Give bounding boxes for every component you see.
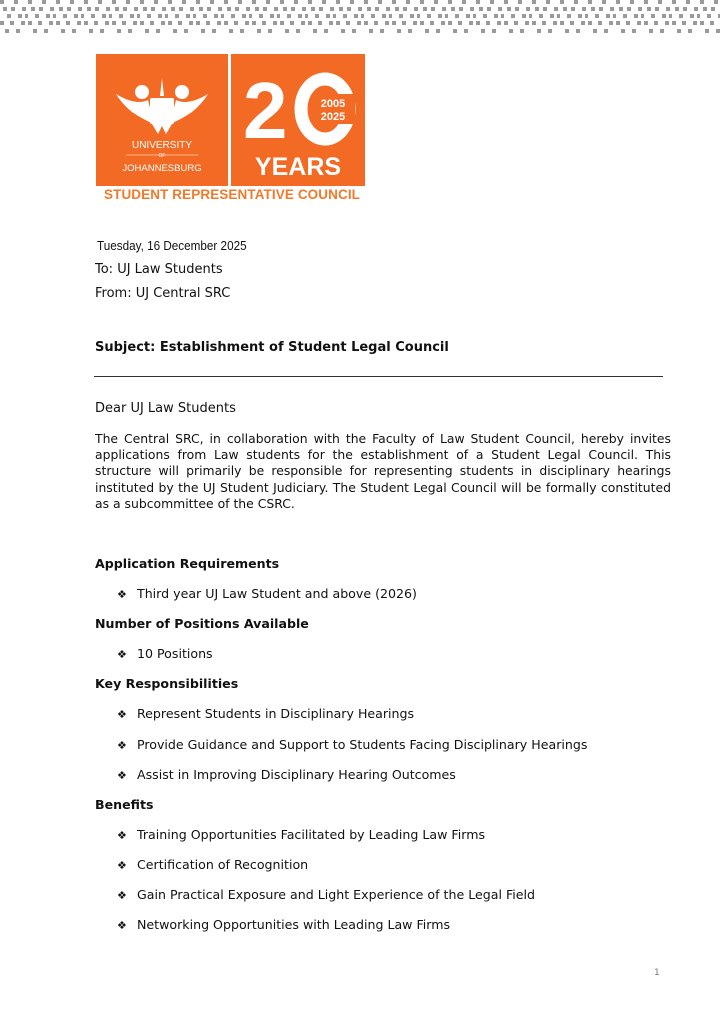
logo-university-text: UNIVERSITY (131, 140, 193, 151)
bullet-icon: ❖ (117, 858, 127, 872)
svg-text:JOHANNESBURG: JOHANNESBURG (122, 163, 202, 174)
list-item: ❖ Provide Guidance and Support to Students Facing Disciplinary Hearings (95, 730, 671, 760)
20-years-emblem (231, 54, 365, 186)
bullet-icon: ❖ (117, 648, 127, 662)
letter-recipient: To: UJ Law Students (95, 262, 223, 277)
list-item: ❖ Networking Opportunities with Leading Law Firms (95, 910, 671, 940)
bullet-icon: ❖ (117, 919, 127, 933)
crest-icon (96, 54, 228, 186)
svg-text:2025: 2025 (320, 111, 346, 123)
bullet-icon: ❖ (117, 738, 127, 752)
sections (95, 549, 671, 940)
letter-subject: Subject: Establishment of Student Legal Council (95, 340, 449, 355)
page-number: 1 (654, 968, 660, 978)
list-item: ❖ Represent Students in Disciplinary Hearings (95, 699, 671, 729)
section-heading: Number of Positions Available (95, 616, 309, 632)
anniversary-logo (231, 54, 365, 186)
divider (94, 376, 663, 377)
council-name: STUDENT REPRESENTATIVE COUNCIL (104, 187, 361, 202)
bullet-icon: ❖ (117, 588, 127, 602)
list-item: ❖ 10 Positions (95, 639, 671, 669)
body-paragraph: The Central SRC, in collaboration with the Faculty of Law Student Council, hereby invites applications from Law students for the establishment of a Student Legal Council. This structure will primarily be responsible for representing students in disciplinary hearings instituted by the UJ Student Judiciary. The Student Legal Council will be formally constituted as a subcommittee of the CSRC. (95, 431, 671, 511)
salutation: Dear UJ Law Students (95, 401, 236, 416)
section-heading: Key Responsibilities (95, 676, 239, 692)
list-item: ❖ Training Opportunities Facilitated by Leading Law Firms (95, 820, 671, 850)
list-item: ❖ Certification of Recognition (95, 850, 671, 880)
svg-text:2005: 2005 (320, 98, 346, 110)
list-item: ❖ Gain Practical Exposure and Light Experience of the Legal Field (95, 880, 671, 910)
bullet-icon: ❖ (117, 768, 127, 782)
bullet-icon: ❖ (117, 708, 127, 722)
bullet-icon: ❖ (117, 828, 127, 842)
decorative-header-pattern (0, 0, 720, 36)
list-item: ❖ Assist in Improving Disciplinary Hearing Outcomes (95, 760, 671, 790)
svg-text:YEARS: YEARS (254, 153, 342, 181)
letter-date: Tuesday, 16 December 2025 (97, 238, 247, 253)
svg-text:OF: OF (158, 153, 166, 159)
section-heading: Benefits (95, 796, 154, 812)
svg-text:2: 2 (243, 66, 288, 155)
bullet-icon: ❖ (117, 889, 127, 903)
list-item: ❖ Third year UJ Law Student and above (2026) (95, 579, 671, 609)
university-logo (96, 54, 228, 186)
section-heading: Application Requirements (95, 556, 280, 571)
letter-sender: From: UJ Central SRC (95, 286, 231, 301)
